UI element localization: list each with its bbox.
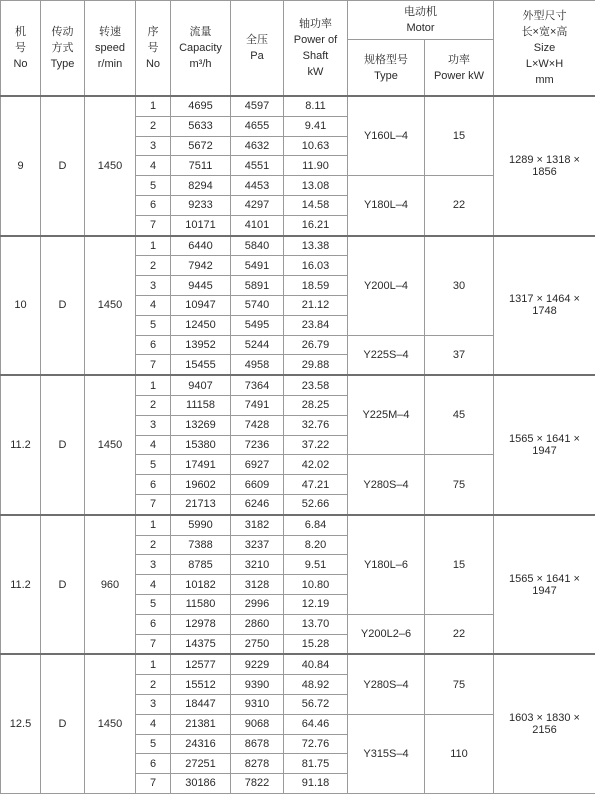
motor-power-cell: 45: [425, 375, 494, 455]
shaft-power-cell: 9.51: [284, 555, 348, 575]
size-line: 1603 × 1830 ×: [494, 712, 595, 724]
motor-model-cell: Y180L–6: [348, 515, 425, 614]
seq-cell: 7: [136, 355, 171, 375]
shaft-power-cell: 15.28: [284, 634, 348, 654]
shaft-power-cell: 12.19: [284, 594, 348, 614]
speed-cell: 1450: [85, 654, 136, 793]
seq-cell: 2: [136, 535, 171, 555]
pressure-cell: 5491: [231, 256, 284, 276]
capacity-cell: 13269: [171, 415, 231, 435]
drive-type-cell: D: [41, 375, 85, 515]
shaft-power-cell: 13.70: [284, 614, 348, 634]
capacity-cell: 9407: [171, 375, 231, 395]
capacity-cell: 19602: [171, 475, 231, 495]
seq-cell: 6: [136, 335, 171, 355]
header-motor-power: 功率 Power kW: [425, 40, 494, 97]
shaft-power-cell: 8.20: [284, 535, 348, 555]
capacity-cell: 10182: [171, 575, 231, 595]
capacity-cell: 8785: [171, 555, 231, 575]
shaft-power-cell: 16.03: [284, 256, 348, 276]
pressure-cell: 7822: [231, 774, 284, 794]
motor-power-cell: 22: [425, 176, 494, 236]
seq-cell: 4: [136, 435, 171, 455]
seq-cell: 5: [136, 315, 171, 335]
motor-power-cell: 22: [425, 614, 494, 654]
capacity-cell: 12450: [171, 315, 231, 335]
motor-model-cell: Y200L–4: [348, 236, 425, 335]
capacity-cell: 18447: [171, 694, 231, 714]
shaft-power-cell: 47.21: [284, 475, 348, 495]
header-capacity: 流量 Capacity m³/h: [171, 1, 231, 97]
shaft-power-cell: 11.90: [284, 156, 348, 176]
shaft-power-cell: 81.75: [284, 754, 348, 774]
seq-cell: 1: [136, 515, 171, 535]
seq-cell: 1: [136, 375, 171, 395]
pressure-cell: 6609: [231, 475, 284, 495]
capacity-cell: 5990: [171, 515, 231, 535]
capacity-cell: 4695: [171, 96, 231, 116]
pressure-cell: 7364: [231, 375, 284, 395]
pressure-cell: 5891: [231, 276, 284, 296]
size-line: 1856: [494, 166, 595, 178]
capacity-cell: 8294: [171, 176, 231, 196]
table-row: [1, 236, 595, 256]
pressure-cell: 3210: [231, 555, 284, 575]
pressure-cell: 4551: [231, 156, 284, 176]
capacity-cell: 9233: [171, 195, 231, 215]
pressure-cell: 6927: [231, 455, 284, 475]
capacity-cell: 11580: [171, 594, 231, 614]
pressure-cell: 9229: [231, 654, 284, 674]
header-shaft-power: 轴功率 Power of Shaft kW: [284, 1, 348, 97]
pressure-cell: 4297: [231, 195, 284, 215]
pressure-cell: 8278: [231, 754, 284, 774]
table-row: [1, 96, 595, 116]
pressure-cell: 6246: [231, 494, 284, 514]
pressure-cell: 7428: [231, 415, 284, 435]
size-cell: [494, 654, 595, 793]
pressure-cell: 7491: [231, 395, 284, 415]
motor-power-cell: 15: [425, 96, 494, 176]
seq-cell: 5: [136, 455, 171, 475]
pressure-cell: 9390: [231, 675, 284, 695]
table-row: [1, 654, 595, 674]
capacity-cell: 5672: [171, 136, 231, 156]
header-pressure: 全压 Pa: [231, 1, 284, 97]
seq-cell: 6: [136, 754, 171, 774]
shaft-power-cell: 37.22: [284, 435, 348, 455]
pressure-cell: 5740: [231, 295, 284, 315]
shaft-power-cell: 26.79: [284, 335, 348, 355]
shaft-power-cell: 13.38: [284, 236, 348, 256]
motor-power-cell: 15: [425, 515, 494, 614]
shaft-power-cell: 23.58: [284, 375, 348, 395]
shaft-power-cell: 10.63: [284, 136, 348, 156]
pressure-cell: 2750: [231, 634, 284, 654]
shaft-power-cell: 13.08: [284, 176, 348, 196]
seq-cell: 3: [136, 555, 171, 575]
seq-cell: 7: [136, 494, 171, 514]
shaft-power-cell: 40.84: [284, 654, 348, 674]
shaft-power-cell: 29.88: [284, 355, 348, 375]
pressure-cell: 4101: [231, 215, 284, 235]
pressure-cell: 5244: [231, 335, 284, 355]
seq-cell: 3: [136, 415, 171, 435]
size-line: 1289 × 1318 ×: [494, 154, 595, 166]
capacity-cell: 30186: [171, 774, 231, 794]
shaft-power-cell: 48.92: [284, 675, 348, 695]
shaft-power-cell: 42.02: [284, 455, 348, 475]
seq-cell: 5: [136, 734, 171, 754]
pressure-cell: 9310: [231, 694, 284, 714]
pressure-cell: 3128: [231, 575, 284, 595]
shaft-power-cell: 64.46: [284, 714, 348, 734]
header-fan-no: 机 号 No: [1, 1, 41, 97]
shaft-power-cell: 10.80: [284, 575, 348, 595]
seq-cell: 4: [136, 156, 171, 176]
size-cell: [494, 375, 595, 515]
header-motor: 电动机 Motor: [348, 1, 494, 40]
seq-cell: 7: [136, 215, 171, 235]
pressure-cell: 4597: [231, 96, 284, 116]
seq-cell: 4: [136, 295, 171, 315]
capacity-cell: 13952: [171, 335, 231, 355]
seq-cell: 6: [136, 614, 171, 634]
seq-cell: 7: [136, 634, 171, 654]
shaft-power-cell: 8.11: [284, 96, 348, 116]
size-line: 1947: [494, 445, 595, 457]
fan-no-cell: 12.5: [1, 654, 41, 793]
motor-model-cell: Y225S–4: [348, 335, 425, 375]
shaft-power-cell: 56.72: [284, 694, 348, 714]
shaft-power-cell: 28.25: [284, 395, 348, 415]
motor-power-cell: 75: [425, 455, 494, 515]
seq-cell: 6: [136, 475, 171, 495]
size-cell: [494, 96, 595, 236]
size-line: 2156: [494, 724, 595, 736]
shaft-power-cell: 32.76: [284, 415, 348, 435]
size-cell: [494, 236, 595, 376]
seq-cell: 1: [136, 654, 171, 674]
seq-cell: 3: [136, 136, 171, 156]
header-speed: 转速 speed r/min: [85, 1, 136, 97]
pressure-cell: 5495: [231, 315, 284, 335]
seq-cell: 6: [136, 195, 171, 215]
capacity-cell: 21381: [171, 714, 231, 734]
drive-type-cell: D: [41, 236, 85, 376]
capacity-cell: 15512: [171, 675, 231, 695]
header-motor-model: 规格型号 Type: [348, 40, 425, 97]
shaft-power-cell: 14.58: [284, 195, 348, 215]
pressure-cell: 4958: [231, 355, 284, 375]
header-size: 外型尺寸 长×宽×高 Size L×W×H mm: [494, 1, 595, 97]
shaft-power-cell: 52.66: [284, 494, 348, 514]
size-line: 1947: [494, 585, 595, 597]
capacity-cell: 7942: [171, 256, 231, 276]
motor-model-cell: Y315S–4: [348, 714, 425, 793]
pressure-cell: 4453: [231, 176, 284, 196]
capacity-cell: 12978: [171, 614, 231, 634]
fan-no-cell: 11.2: [1, 515, 41, 655]
capacity-cell: 15380: [171, 435, 231, 455]
shaft-power-cell: 91.18: [284, 774, 348, 794]
table-row: [1, 375, 595, 395]
seq-cell: 3: [136, 276, 171, 296]
capacity-cell: 24316: [171, 734, 231, 754]
seq-cell: 5: [136, 176, 171, 196]
pressure-cell: 2996: [231, 594, 284, 614]
seq-cell: 5: [136, 594, 171, 614]
motor-power-cell: 37: [425, 335, 494, 375]
motor-power-cell: 75: [425, 654, 494, 714]
table-row: [1, 515, 595, 535]
seq-cell: 2: [136, 675, 171, 695]
fan-no-cell: 10: [1, 236, 41, 376]
capacity-cell: 9445: [171, 276, 231, 296]
size-line: 1317 × 1464 ×: [494, 293, 595, 305]
pressure-cell: 3182: [231, 515, 284, 535]
capacity-cell: 7511: [171, 156, 231, 176]
seq-cell: 7: [136, 774, 171, 794]
pressure-cell: 5840: [231, 236, 284, 256]
pressure-cell: 3237: [231, 535, 284, 555]
seq-cell: 4: [136, 575, 171, 595]
size-cell: [494, 515, 595, 655]
pressure-cell: 7236: [231, 435, 284, 455]
size-line: 1748: [494, 305, 595, 317]
motor-model-cell: Y180L–4: [348, 176, 425, 236]
seq-cell: 3: [136, 694, 171, 714]
capacity-cell: 27251: [171, 754, 231, 774]
speed-cell: 1450: [85, 236, 136, 376]
drive-type-cell: D: [41, 654, 85, 793]
header-drive-type: 传动 方式 Type: [41, 1, 85, 97]
shaft-power-cell: 18.59: [284, 276, 348, 296]
speed-cell: 1450: [85, 375, 136, 515]
motor-model-cell: Y200L2–6: [348, 614, 425, 654]
drive-type-cell: D: [41, 515, 85, 655]
pressure-cell: 8678: [231, 734, 284, 754]
shaft-power-cell: 6.84: [284, 515, 348, 535]
capacity-cell: 7388: [171, 535, 231, 555]
size-line: 1565 × 1641 ×: [494, 573, 595, 585]
capacity-cell: 12577: [171, 654, 231, 674]
motor-power-cell: 110: [425, 714, 494, 793]
seq-cell: 2: [136, 256, 171, 276]
capacity-cell: 10947: [171, 295, 231, 315]
capacity-cell: 17491: [171, 455, 231, 475]
seq-cell: 4: [136, 714, 171, 734]
drive-type-cell: D: [41, 96, 85, 236]
motor-model-cell: Y160L–4: [348, 96, 425, 176]
capacity-cell: 21713: [171, 494, 231, 514]
pressure-cell: 4632: [231, 136, 284, 156]
shaft-power-cell: 23.84: [284, 315, 348, 335]
pressure-cell: 2860: [231, 614, 284, 634]
seq-cell: 2: [136, 116, 171, 136]
shaft-power-cell: 21.12: [284, 295, 348, 315]
speed-cell: 1450: [85, 96, 136, 236]
seq-cell: 2: [136, 395, 171, 415]
motor-model-cell: Y280S–4: [348, 455, 425, 515]
shaft-power-cell: 16.21: [284, 215, 348, 235]
shaft-power-cell: 9.41: [284, 116, 348, 136]
speed-cell: 960: [85, 515, 136, 655]
fan-no-cell: 11.2: [1, 375, 41, 515]
pressure-cell: 9068: [231, 714, 284, 734]
shaft-power-cell: 72.76: [284, 734, 348, 754]
capacity-cell: 11158: [171, 395, 231, 415]
motor-model-cell: Y280S–4: [348, 654, 425, 714]
motor-power-cell: 30: [425, 236, 494, 335]
table-header: [1, 1, 595, 97]
size-line: 1565 × 1641 ×: [494, 433, 595, 445]
capacity-cell: 14375: [171, 634, 231, 654]
table-body: [1, 96, 595, 793]
motor-model-cell: Y225M–4: [348, 375, 425, 455]
pressure-cell: 4655: [231, 116, 284, 136]
capacity-cell: 10171: [171, 215, 231, 235]
seq-cell: 1: [136, 236, 171, 256]
header-seq: 序 号 No: [136, 1, 171, 97]
capacity-cell: 5633: [171, 116, 231, 136]
capacity-cell: 6440: [171, 236, 231, 256]
seq-cell: 1: [136, 96, 171, 116]
fan-no-cell: 9: [1, 96, 41, 236]
capacity-cell: 15455: [171, 355, 231, 375]
